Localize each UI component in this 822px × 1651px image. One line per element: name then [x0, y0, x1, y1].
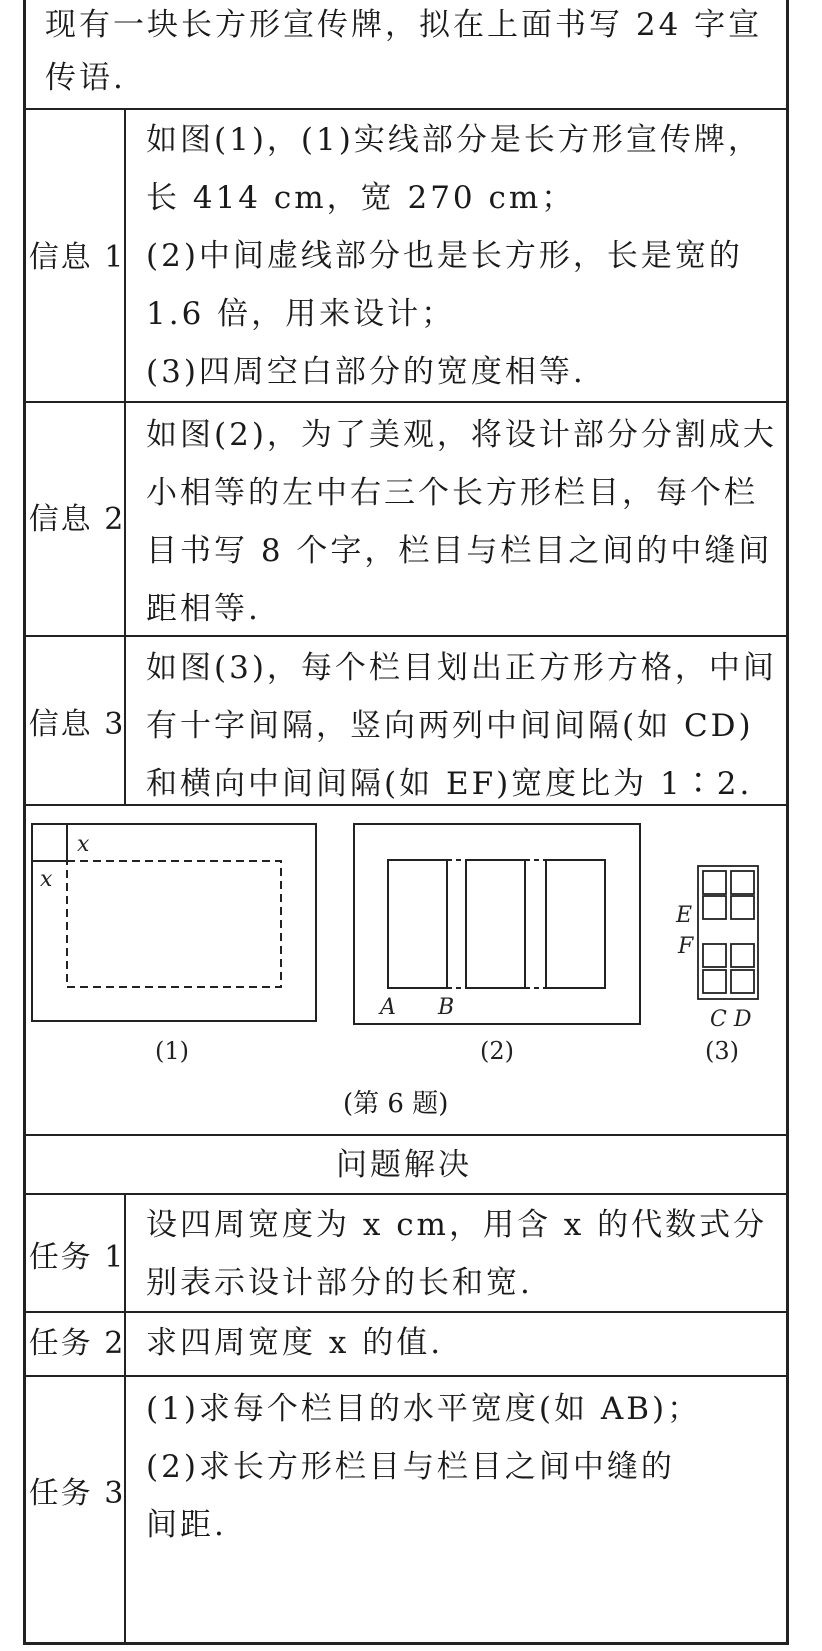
fig2-label-b: B	[438, 995, 455, 1020]
fig1-caption: (1)	[155, 1037, 189, 1065]
fig3-square	[731, 970, 754, 993]
fig3-square	[731, 871, 754, 894]
fig3-square	[703, 944, 726, 967]
task3-line-1: (1)求每个栏目的水平宽度(如 AB)；	[146, 1391, 702, 1427]
info1-label: 信息 1	[28, 240, 126, 275]
task3-line-2: (2)求长方形栏目与栏目之间中缝的	[146, 1449, 675, 1485]
fig2-column-left	[388, 860, 447, 988]
fig2-outer-rect	[354, 824, 640, 1024]
info1-line-4: 1.6 倍，用来设计；	[146, 296, 456, 332]
fig3-outer-rect	[698, 866, 758, 999]
fig3-square	[731, 896, 754, 919]
intro-line-1: 现有一块长方形宣传牌，拟在上面书写 24 字宣	[45, 7, 763, 43]
fig3-square	[703, 896, 726, 919]
info1-line-1: 如图(1)，(1)实线部分是长方形宣传牌，	[146, 122, 762, 158]
info2-line-3: 目书写 8 个字，栏目与栏目之间的中缝间	[146, 533, 773, 569]
fig3-square	[703, 970, 726, 993]
figure-3	[698, 866, 758, 999]
info3-line-1: 如图(3)，每个栏目划出正方形方格，中间	[146, 650, 777, 686]
info1-line-3: (2)中间虚线部分也是长方形，长是宽的	[146, 238, 743, 274]
info1-line-5: (3)四周空白部分的宽度相等.	[146, 354, 586, 390]
fig3-caption: (3)	[705, 1037, 739, 1065]
row-divider	[23, 1193, 789, 1195]
info3-label: 信息 3	[28, 707, 126, 742]
row-divider	[23, 1134, 789, 1136]
solve-header: 问题解决	[336, 1147, 472, 1183]
fig1-x-top: x	[77, 832, 90, 857]
task1-line-2: 别表示设计部分的长和宽.	[146, 1265, 533, 1301]
fig1-dashed-rect	[67, 861, 281, 987]
fig2-column-right	[546, 860, 605, 988]
info3-line-2: 有十字间隔，竖向两列中间间隔(如 CD)	[146, 708, 754, 744]
fig3-square	[703, 871, 726, 894]
task2-line-1: 求四周宽度 x 的值.	[146, 1325, 444, 1361]
task1-label: 任务 1	[28, 1240, 126, 1275]
figure-2	[354, 824, 640, 1024]
problem-caption: (第 6 题)	[343, 1089, 449, 1119]
intro-line-2: 传语.	[45, 60, 126, 96]
info3-line-3: 和横向中间间隔(如 EF)宽度比为 1∶2.	[146, 766, 753, 802]
fig3-label-f: F	[678, 934, 694, 959]
row-divider	[23, 1311, 789, 1313]
fig1-x-left: x	[40, 867, 53, 892]
info2-line-1: 如图(2)，为了美观，将设计部分分割成大	[146, 417, 777, 453]
fig3-label-e: E	[676, 903, 693, 928]
fig2-caption: (2)	[480, 1037, 514, 1065]
task2-label: 任务 2	[28, 1326, 126, 1361]
fig2-label-a: A	[380, 995, 396, 1020]
task3-label: 任务 3	[28, 1476, 126, 1511]
info2-label: 信息 2	[28, 502, 126, 537]
info1-line-2: 长 414 cm，宽 270 cm；	[146, 180, 576, 216]
fig1-outer-rect	[32, 824, 316, 1021]
task1-line-1: 设四周宽度为 x cm，用含 x 的代数式分	[146, 1207, 768, 1243]
info2-line-2: 小相等的左中右三个长方形栏目，每个栏	[146, 475, 758, 511]
fig3-label-cd: C D	[710, 1007, 752, 1032]
fig3-square	[731, 944, 754, 967]
fig2-column-middle	[466, 860, 525, 988]
figure-1	[32, 824, 316, 1021]
row-divider	[23, 1375, 789, 1377]
info2-line-4: 距相等.	[146, 591, 261, 627]
task3-line-3: 间距.	[146, 1507, 227, 1543]
